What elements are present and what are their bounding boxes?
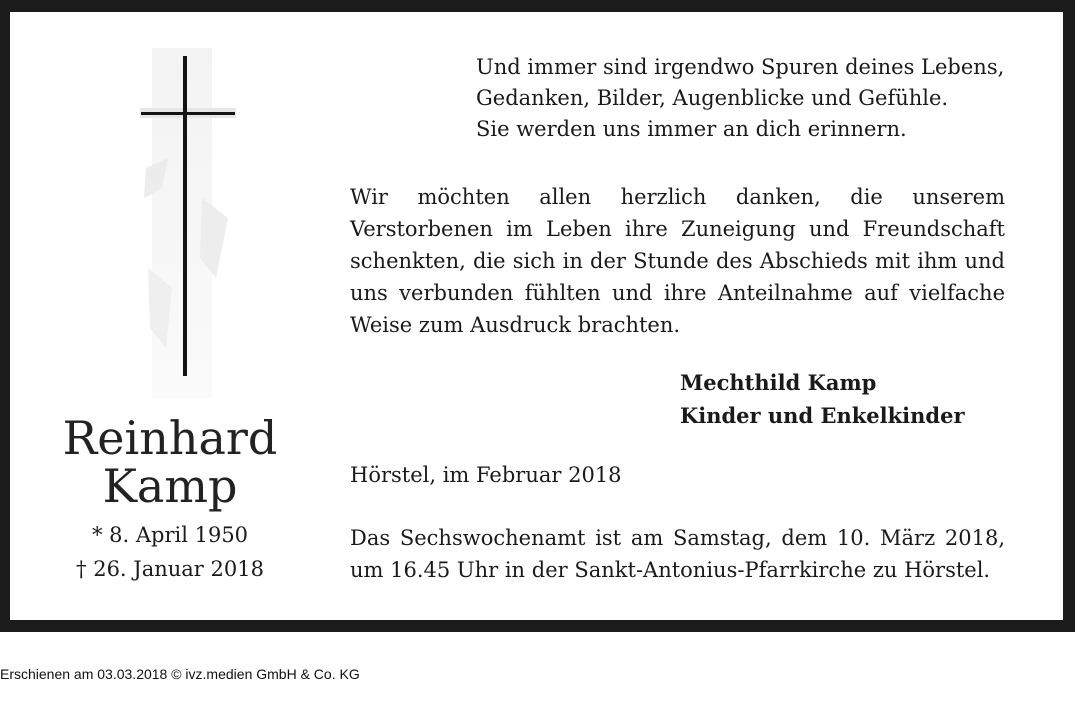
cross-icon bbox=[132, 48, 244, 398]
obituary-notice bbox=[10, 12, 1063, 620]
first-name: Reinhard bbox=[62, 411, 278, 465]
death-date: † 26. Januar 2018 bbox=[76, 557, 264, 581]
last-name: Kamp bbox=[102, 459, 238, 513]
place-date: Hörstel, im Februar 2018 bbox=[350, 463, 622, 487]
birth-date: * 8. April 1950 bbox=[91, 523, 249, 547]
signer-name: Mechthild Kamp bbox=[680, 370, 877, 395]
thanks-text: Wir möchten allen herzlich danken, die unserem Verstorbenen im Leben ihre Zuneigung und Freundschaft schenkten, die sich in der Stunde des Abschieds mit ihm und uns verbunden fühlten und ihre Anteilnahme auf vielfache Weise zum Ausdruck brachten. bbox=[350, 185, 1005, 337]
signers bbox=[680, 366, 1060, 432]
publication-footer: Erschienen am 03.03.2018 © ivz.medien GmbH & Co. KG bbox=[0, 666, 360, 682]
life-dates bbox=[40, 518, 300, 586]
deceased-name bbox=[40, 411, 300, 513]
memorial-quote: Und immer sind irgendwo Spuren deines Lebens, Gedanken, Bilder, Augenblicke und Gefühle. Sie werden uns immer an dich erinnern. bbox=[476, 55, 1005, 141]
service-info: Das Sechswochenamt ist am Samstag, dem 10. März 2018, um 16.45 Uhr in der Sankt-Antonius-Pfarrkirche zu Hörstel. bbox=[350, 526, 1005, 582]
signer-family: Kinder und Enkelkinder bbox=[680, 403, 965, 428]
